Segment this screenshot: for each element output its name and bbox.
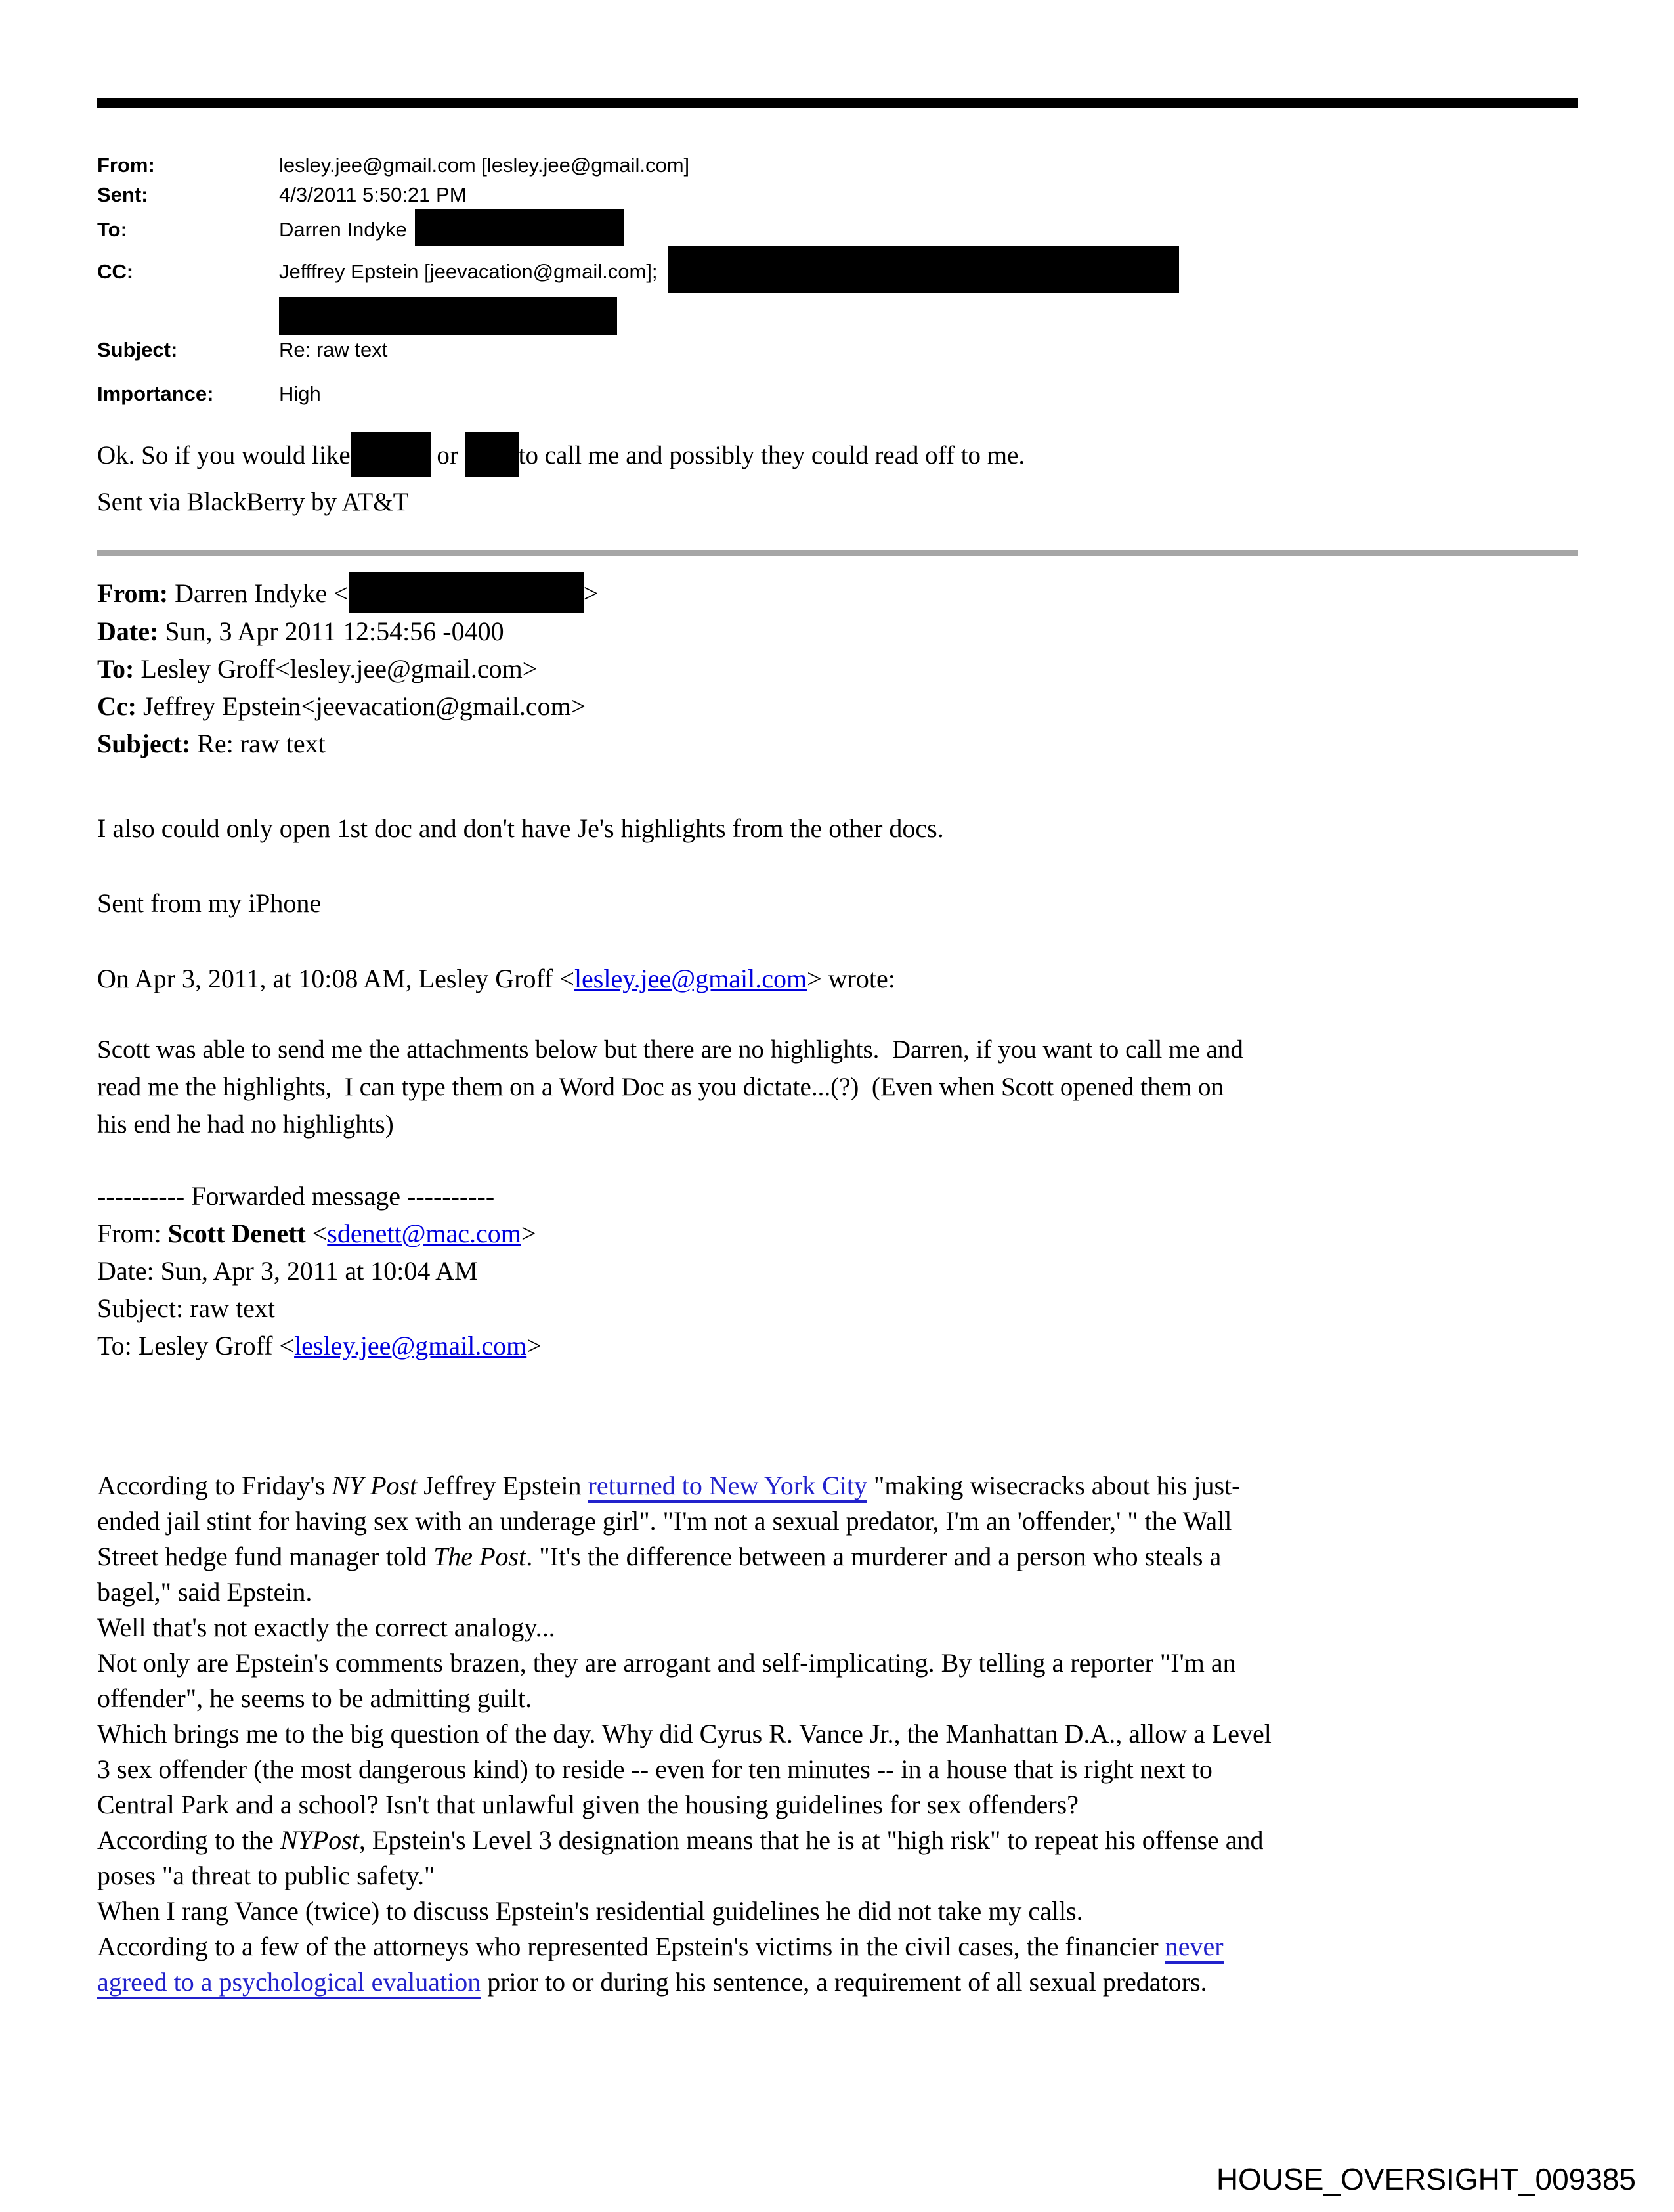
text-line bbox=[97, 1894, 1578, 1929]
header-row-from bbox=[97, 572, 1578, 613]
forwarded-to bbox=[97, 1327, 1578, 1364]
text-segment: According to the bbox=[97, 1825, 280, 1855]
to-value: Darren Indyke bbox=[279, 218, 407, 241]
importance-value: High bbox=[279, 382, 321, 405]
text-segment: , Epstein's Level 3 designation means that he is at "high risk" to repeat his offense and bbox=[358, 1825, 1264, 1855]
subject-value: Re: raw text bbox=[279, 338, 388, 361]
redaction-box bbox=[279, 297, 617, 335]
top-rule bbox=[97, 98, 1578, 108]
text-line bbox=[97, 1574, 1578, 1610]
redaction-box bbox=[465, 432, 519, 477]
from-value-close: > bbox=[583, 578, 599, 608]
text-line bbox=[97, 1468, 1578, 1504]
text-segment: 3 sex offender (the most dangerous kind) to reside -- even for ten minutes -- in a house that is right next to bbox=[97, 1754, 1213, 1784]
from-value: Darren Indyke < bbox=[168, 578, 349, 608]
text-line bbox=[97, 1681, 1578, 1716]
importance-label: Importance: bbox=[97, 382, 214, 405]
redaction-box bbox=[351, 432, 431, 477]
body-text: or bbox=[430, 441, 465, 469]
subject-label: Subject: bbox=[97, 729, 191, 758]
text-segment: prior to or during his sentence, a requirement of all sexual predators. bbox=[481, 1967, 1207, 1997]
to-label: To: bbox=[97, 654, 135, 683]
text-line bbox=[97, 1645, 1578, 1681]
quoted-intro-line bbox=[97, 960, 1578, 997]
intro-text: > wrote: bbox=[807, 964, 895, 993]
header-row-to bbox=[97, 650, 1578, 687]
text-segment: offender", he seems to be admitting guilt. bbox=[97, 1683, 532, 1713]
text-line bbox=[97, 1929, 1578, 1964]
header-row-sent bbox=[97, 180, 1578, 209]
hyperlink[interactable]: never bbox=[1165, 1932, 1224, 1964]
bracket-close: > bbox=[526, 1331, 542, 1360]
sender-name: Scott Denett bbox=[167, 1219, 306, 1248]
text-line: Scott was able to send me the attachments below but there are no highlights. Darren, if you want to call me and bbox=[97, 1035, 1243, 1064]
subject-label: Subject: bbox=[97, 338, 178, 361]
text-line bbox=[97, 1610, 1578, 1645]
article-body bbox=[97, 1468, 1578, 2000]
from-value: lesley.jee@gmail.com [lesley.jee@gmail.com] bbox=[279, 154, 690, 177]
text-segment: Which brings me to the big question of the day. Why did Cyrus R. Vance Jr., the Manhattan D.A., allow a Level bbox=[97, 1719, 1272, 1748]
forwarded-date: Date: Sun, Apr 3, 2011 at 10:04 AM bbox=[97, 1256, 478, 1286]
text-line bbox=[97, 1787, 1578, 1823]
from-label: From: bbox=[97, 154, 155, 177]
text-line bbox=[97, 1716, 1578, 1752]
text-line: his end he had no highlights) bbox=[97, 1110, 394, 1139]
to-value: Lesley Groff<lesley.jee@gmail.com> bbox=[134, 654, 538, 683]
redaction-box bbox=[415, 209, 624, 246]
cc-value: Jeffrey Epstein<jeevacation@gmail.com> bbox=[136, 691, 586, 721]
italic-text: The Post bbox=[433, 1542, 526, 1571]
to-text: To: Lesley Groff < bbox=[97, 1331, 295, 1360]
bates-number: HOUSE_OVERSIGHT_009385 bbox=[1216, 2162, 1636, 2196]
forwarded-from bbox=[97, 1215, 1578, 1252]
cc-label: Cc: bbox=[97, 691, 137, 721]
email2-header bbox=[97, 572, 1578, 762]
hyperlink[interactable]: returned to New York City bbox=[588, 1471, 868, 1503]
intro-text: On Apr 3, 2011, at 10:08 AM, Lesley Groff < bbox=[97, 964, 574, 993]
header-row-cc bbox=[97, 246, 1578, 293]
sent-value: 4/3/2011 5:50:21 PM bbox=[279, 183, 467, 206]
forwarded-divider: ---------- Forwarded message ---------- bbox=[97, 1181, 495, 1211]
section-divider bbox=[97, 550, 1578, 556]
header-row-subject bbox=[97, 725, 1578, 762]
email-link[interactable]: lesley.jee@gmail.com bbox=[294, 1331, 527, 1360]
cc-value: Jefffrey Epstein [jeevacation@gmail.com]; bbox=[279, 260, 658, 283]
email2-body: I also could only open 1st doc and don't have Je's highlights from the other docs. bbox=[97, 813, 944, 843]
header-row-importance bbox=[97, 379, 1578, 408]
text-segment: Jeffrey Epstein bbox=[417, 1471, 588, 1500]
date-value: Sun, 3 Apr 2011 12:54:56 -0400 bbox=[158, 617, 504, 646]
italic-text: NYPost bbox=[280, 1825, 359, 1855]
hyperlink[interactable]: agreed to a psychological evaluation bbox=[97, 1967, 481, 1999]
text-line bbox=[97, 1823, 1578, 1858]
text-line bbox=[97, 1504, 1578, 1539]
subject-value: Re: raw text bbox=[190, 729, 326, 758]
header-row-date bbox=[97, 613, 1578, 650]
text-segment: Not only are Epstein's comments brazen, they are arrogant and self-implicating. By telling a reporter "I'm an bbox=[97, 1648, 1236, 1678]
quoted-body bbox=[97, 1031, 1578, 1143]
email2-signature: Sent from my iPhone bbox=[97, 888, 322, 918]
text-segment: According to Friday's bbox=[97, 1471, 332, 1500]
header-row-from bbox=[97, 150, 1578, 180]
header-row-cc bbox=[97, 687, 1578, 725]
text-segment: When I rang Vance (twice) to discuss Epstein's residential guidelines he did not take my calls. bbox=[97, 1896, 1083, 1926]
date-label: Date: bbox=[97, 617, 159, 646]
email1-header bbox=[97, 150, 1578, 408]
text-segment: Well that's not exactly the correct analogy... bbox=[97, 1613, 555, 1642]
header-row-subject bbox=[97, 335, 1578, 364]
text-segment: bagel," said Epstein. bbox=[97, 1577, 312, 1607]
text-line: read me the highlights, I can type them on a Word Doc as you dictate...(?) (Even when Scott opened them on bbox=[97, 1073, 1224, 1101]
text-segment: "making wisecracks about his just- bbox=[867, 1471, 1241, 1500]
text-segment: Central Park and a school? Isn't that unlawful given the housing guidelines for sex offenders? bbox=[97, 1790, 1079, 1819]
body-text: to call me and possibly they could read off to me. bbox=[518, 441, 1025, 469]
bracket-close: > bbox=[521, 1219, 536, 1248]
email1-body-line bbox=[97, 432, 1578, 477]
sent-label: Sent: bbox=[97, 183, 148, 206]
text-line bbox=[97, 1964, 1578, 2000]
italic-text: NY Post bbox=[332, 1471, 418, 1500]
text-segment: ended jail stint for having sex with an underage girl". "I'm not a sexual predator, I'm an 'offender,' " the Wall bbox=[97, 1506, 1232, 1536]
text-line bbox=[97, 1752, 1578, 1787]
body-text: Ok. So if you would like bbox=[97, 441, 351, 469]
email-link[interactable]: lesley.jee@gmail.com bbox=[574, 964, 807, 993]
redaction-box bbox=[349, 572, 584, 613]
separator: < bbox=[305, 1219, 328, 1248]
text-segment: poses "a threat to public safety." bbox=[97, 1861, 435, 1890]
text-line bbox=[97, 1539, 1578, 1574]
to-label: To: bbox=[97, 218, 127, 241]
redaction-box bbox=[668, 246, 1179, 293]
text-segment: According to a few of the attorneys who represented Epstein's victims in the civil cases, the financier bbox=[97, 1932, 1165, 1961]
forwarded-subject: Subject: raw text bbox=[97, 1293, 276, 1323]
forwarded-message-header bbox=[97, 1177, 1578, 1364]
from-label: From: bbox=[97, 1219, 168, 1248]
from-label: From: bbox=[97, 578, 169, 608]
header-row-to bbox=[97, 209, 1578, 246]
text-segment: Street hedge fund manager told bbox=[97, 1542, 434, 1571]
cc-label: CC: bbox=[97, 260, 134, 283]
header-row-cc-redacted bbox=[97, 297, 1578, 335]
email-link[interactable]: sdenett@mac.com bbox=[327, 1219, 521, 1248]
text-segment: . "It's the difference between a murderer and a person who steals a bbox=[526, 1542, 1222, 1571]
email1-signature: Sent via BlackBerry by AT&T bbox=[97, 488, 409, 516]
text-line bbox=[97, 1858, 1578, 1894]
